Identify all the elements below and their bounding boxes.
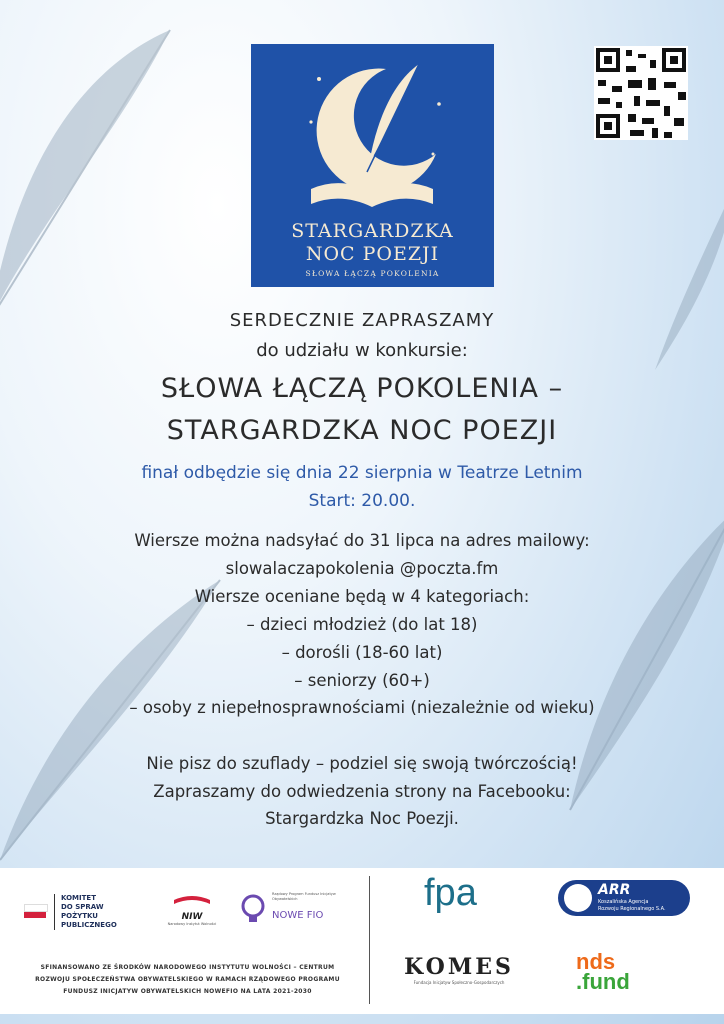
contest-title xyxy=(0,368,724,452)
niw-logo xyxy=(166,894,218,926)
facebook-page-name[interactable]: Stargardzka Noc Poezji. xyxy=(265,809,459,828)
funding-line-3: FUNDUSZ INICJATYW OBYWATELSKICH NOWEFIO NA LATA 2021-2030 xyxy=(63,988,312,995)
fpa-logo: fpa xyxy=(424,872,477,914)
qr-code-icon xyxy=(594,46,688,140)
funding-line-2: ROZWOJU SPOŁECZEŃSTWA OBYWATELSKIEGO W RAMACH RZĄDOWEGO PROGRAMU xyxy=(35,976,340,983)
komitet-logo xyxy=(54,894,117,930)
komitet-line: KOMITET xyxy=(61,894,96,902)
arr-logo xyxy=(558,880,690,916)
fio-subtitle: Rządowy Program Fundusz Inicjatyw Obywatelskich xyxy=(272,892,336,901)
nds-fund-logo xyxy=(576,949,630,994)
category-item: – seniorzy (60+) xyxy=(294,671,430,690)
komes-title: KOMES xyxy=(404,954,514,980)
contest-title-line-1: SŁOWA ŁĄCZĄ POKOLENIA – xyxy=(160,373,564,404)
category-item: – dorośli (18-60 lat) xyxy=(281,643,443,662)
niw-text: NIW xyxy=(181,912,203,922)
polish-flag-icon xyxy=(24,904,48,918)
category-item: – osoby z niepełnosprawnościami (niezależnie od wieku) xyxy=(129,698,595,717)
closing-line-1: Nie pisz do szuflady – podziel się swoją twórczością! xyxy=(146,754,578,773)
closing-line-2: Zapraszamy do odwiedzenia strony na Facebooku: xyxy=(153,782,571,801)
komitet-line: PUBLICZNEGO xyxy=(61,921,117,929)
arr-subtitle-1: Koszalińska Agencja xyxy=(598,899,649,905)
email-address[interactable]: slowalaczapokolenia @poczta.fm xyxy=(225,559,499,578)
nowe-fio-logo xyxy=(240,894,266,932)
logo-line-2: NOC POEZJI xyxy=(305,243,440,265)
nowe-fio-text xyxy=(272,892,342,921)
categories-heading: Wiersze oceniane będą w 4 kategoriach: xyxy=(194,587,530,606)
niw-flag-icon xyxy=(172,894,212,912)
nds-text: nds xyxy=(576,949,616,974)
arr-title: ARR xyxy=(598,882,631,898)
contest-title-line-2: STARGARDZKA NOC POEZJI xyxy=(166,415,558,446)
arr-circle-icon xyxy=(564,884,592,912)
fio-title: NOWE FIO xyxy=(272,910,324,921)
funding-line-1: SFINANSOWANO ZE ŚRODKÓW NARODOWEGO INSTYTUTU WOLNOŚCI – CENTRUM xyxy=(40,964,335,971)
invite-heading: SERDECZNIE ZAPRASZAMY xyxy=(229,310,495,331)
komes-subtitle: Fundacja Inicjatyw Społeczno-Gospodarczych xyxy=(413,980,505,985)
qr-code[interactable] xyxy=(594,46,688,140)
footer-divider xyxy=(369,876,370,1004)
sponsors-footer xyxy=(0,868,724,1014)
invite-subheading: do udziału w konkursie: xyxy=(256,340,468,361)
logo-subtitle: SŁOWA ŁĄCZĄ POKOLENIA xyxy=(305,269,440,278)
niw-subtitle: Narodowy Instytut Wolności xyxy=(167,922,217,926)
category-item: – dzieci młodzież (do lat 18) xyxy=(246,615,478,634)
logo-line-1: STARGARDZKA xyxy=(291,220,454,242)
final-info: finał odbędzie się dnia 22 sierpnia w Teatrze Letnim xyxy=(141,463,583,483)
event-logo xyxy=(251,44,494,287)
komitet-line: POŻYTKU xyxy=(61,912,98,920)
lightbulb-icon xyxy=(240,894,266,928)
komes-logo xyxy=(404,954,514,985)
submission-info: Wiersze można nadsyłać do 31 lipca na adres mailowy: xyxy=(134,531,590,550)
komitet-line: DO SPRAW xyxy=(61,903,104,911)
arr-subtitle-2: Rozwoju Regionalnego S.A. xyxy=(598,906,666,912)
start-time: Start: 20.00. xyxy=(308,491,416,511)
feather-left-icon xyxy=(0,20,180,340)
fund-text: .fund xyxy=(576,969,630,994)
